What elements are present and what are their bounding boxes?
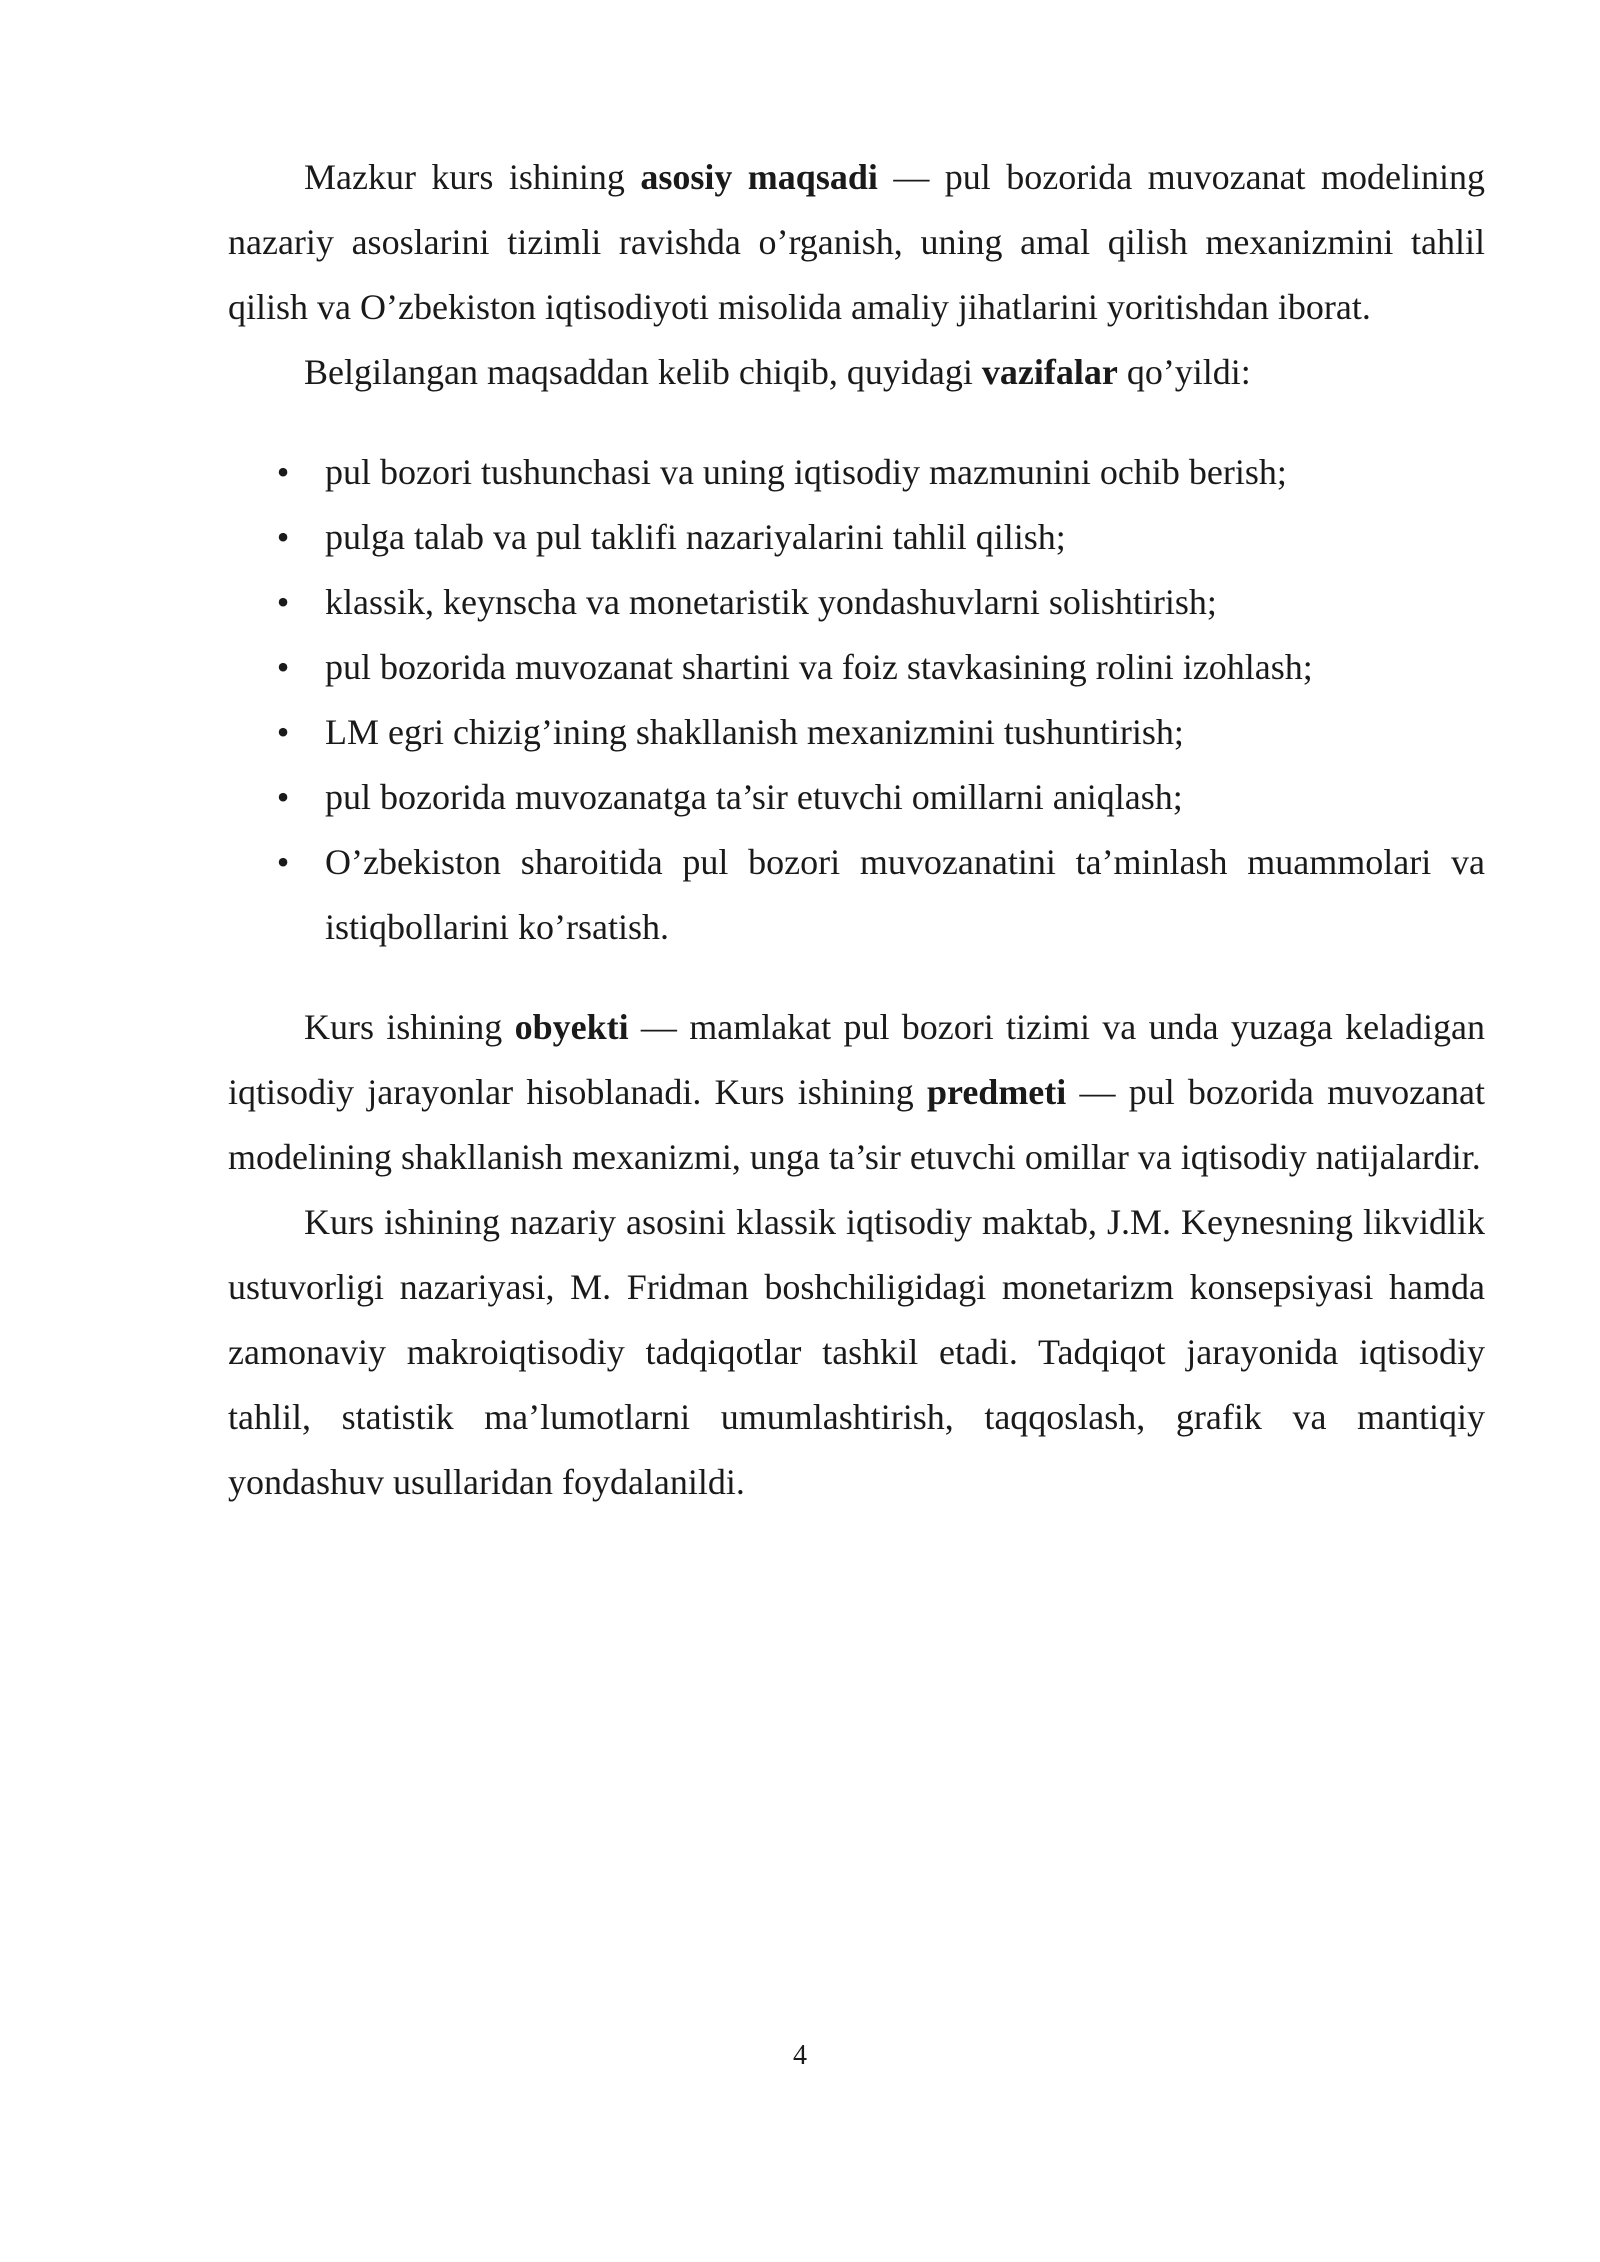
task-text: klassik, keynscha va monetaristik yondashuvlarni solishtirish;	[325, 582, 1217, 622]
list-item	[228, 700, 1485, 765]
subject-bold-term: predmeti	[926, 1072, 1067, 1112]
list-item	[228, 440, 1485, 505]
subject-text-end: — pul bozorida muvozanat modelining shakllanish mexanizmi, unga ta’sir etuvchi omillar va iqtisodiy natijalardir.	[228, 1072, 1486, 1177]
task-text: pulga talab va pul taklifi nazariyalarini tahlil qilish;	[325, 517, 1066, 557]
list-item	[228, 570, 1485, 635]
aim-text-start: Mazkur kurs ishining	[304, 157, 641, 197]
tasks-intro-end: qo’yildi:	[1117, 352, 1251, 392]
page-content	[228, 145, 1485, 1515]
task-text: O’zbekiston sharoitida pul bozori muvozanatini ta’minlash muammolari va istiqbollarini ko’rsatish.	[325, 842, 1485, 947]
bullet-icon: •	[276, 712, 290, 752]
task-text: pul bozorida muvozanat shartini va foiz stavkasining rolini izohlash;	[325, 647, 1313, 687]
bullet-icon: •	[276, 582, 290, 622]
task-text: pul bozorida muvozanatga ta’sir etuvchi omillarni aniqlash;	[325, 777, 1183, 817]
list-item	[228, 635, 1485, 700]
bullet-icon: •	[276, 517, 290, 557]
bullet-icon: •	[276, 452, 290, 492]
object-text-start: Kurs ishining	[304, 1007, 515, 1047]
bullet-icon: •	[276, 842, 290, 882]
aim-text-end: — pul bozorida muvozanat modelining nazariy asoslarini tizimli ravishda o’rganish, uning amal qilish mexanizmini tahlil qilish va O’zbekiston iqtisodiyoti misolida amaliy jihatlarini yoritishdan iborat.	[228, 157, 1485, 327]
aim-bold-term: asosiy maqsadi	[640, 157, 878, 197]
aim-paragraph	[228, 145, 1485, 340]
list-item	[228, 765, 1485, 830]
list-item	[228, 505, 1485, 570]
theory-paragraph: Kurs ishining nazariy asosini klassik iqtisodiy maktab, J.M. Keynesning likvidlik ustuvorligi nazariyasi, M. Fridman boshchiligidagi monetarizm konsepsiyasi hamda zamonaviy makroiqtisodiy tadqiqotlar tashkil etadi. Tadqiqot jarayonida iqtisodiy tahlil, statistik ma’lumotlarni umumlashtirish, taqqoslash, grafik va mantiqiy yondashuv usullaridan foydalanildi.	[228, 1202, 1485, 1502]
object-text-middle: — mamlakat pul bozori tizimi va unda yuzaga keladigan iqtisodiy jarayonlar hisoblanadi. Kurs ishining	[228, 1007, 1486, 1112]
tasks-list	[228, 440, 1485, 960]
task-text: pul bozori tushunchasi va uning iqtisodiy mazmunini ochib berish;	[325, 452, 1287, 492]
tasks-intro-start: Belgilangan maqsaddan kelib chiqib, quyidagi	[304, 352, 982, 392]
tasks-intro-paragraph	[228, 340, 1485, 405]
bullet-icon: •	[276, 647, 290, 687]
object-bold-term: obyekti	[514, 1007, 629, 1047]
page-number: 4	[793, 2040, 807, 2071]
task-text: LM egri chizig’ining shakllanish mexanizmini tushuntirish;	[325, 712, 1184, 752]
list-item	[228, 830, 1485, 960]
object-subject-paragraph	[228, 995, 1485, 1190]
bullet-icon: •	[276, 777, 290, 817]
tasks-bold-term: vazifalar	[981, 352, 1118, 392]
